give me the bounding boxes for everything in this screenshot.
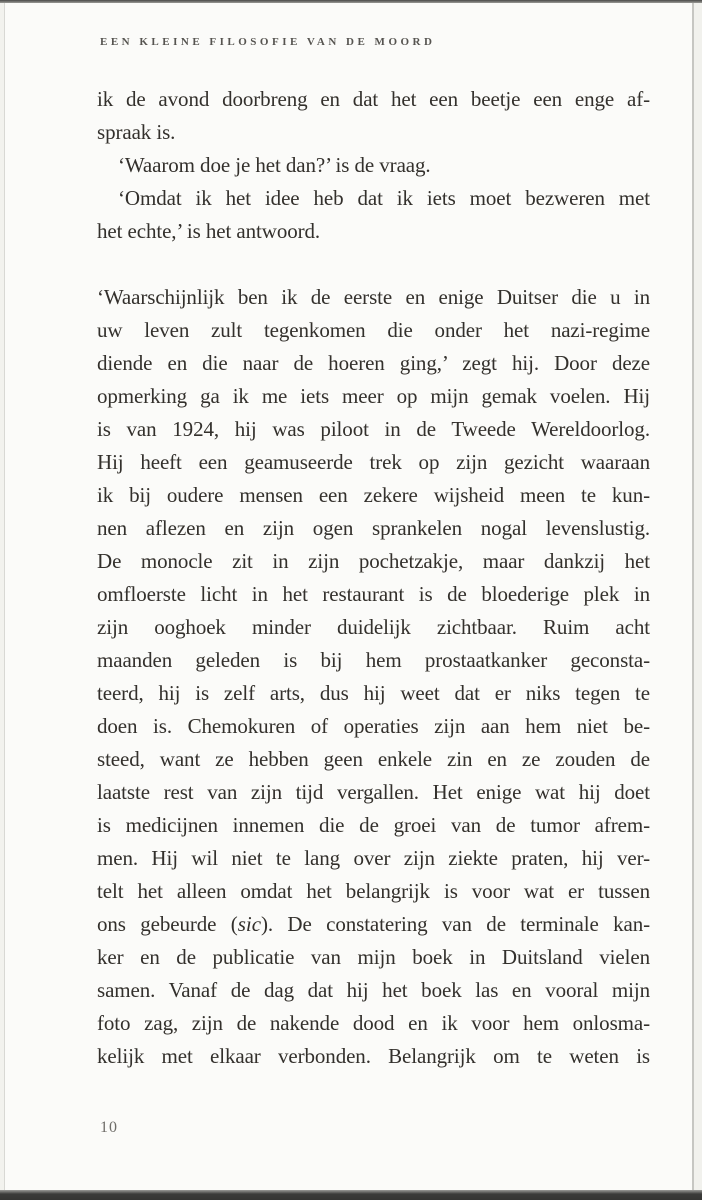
- text-line: ik de avond doorbreng en dat het een beetje een enge af-: [97, 87, 650, 111]
- text-line: uw leven zult tegenkomen die onder het nazi-regime: [97, 318, 650, 342]
- text-line: omfloerste licht in het restaurant is de bloederige plek in: [97, 582, 650, 606]
- text-line: ‘Omdat ik het idee heb dat ik iets moet bezweren met: [118, 186, 650, 210]
- text-line: diende en die naar de hoeren ging,’ zegt hij. Door deze: [97, 351, 650, 375]
- text-line: men. Hij wil niet te lang over zijn ziekte praten, hij ver-: [97, 846, 650, 870]
- text-line: ons gebeurde (sic). De constatering van de terminale kan-: [97, 912, 650, 936]
- text-line: Hij heeft een geamuseerde trek op zijn gezicht waaraan: [97, 450, 650, 474]
- text-line: samen. Vanaf de dag dat hij het boek las en vooral mijn: [97, 978, 650, 1002]
- text-line: het echte,’ is het antwoord.: [97, 219, 321, 243]
- text-line: ‘Waarschijnlijk ben ik de eerste en enige Duitser die u in: [97, 285, 650, 309]
- scan-edge-top: [0, 0, 702, 3]
- text-line: is medicijnen innemen die de groei van de tumor afrem-: [97, 813, 650, 837]
- text-line: foto zag, zijn de nakende dood en ik voor hem onlosma-: [97, 1011, 650, 1035]
- text-line: ker en de publicatie van mijn boek in Duitsland vielen: [97, 945, 650, 969]
- text-line: steed, want ze hebben geen enkele zin en ze zouden de: [97, 747, 650, 771]
- scan-edge-bottom: [0, 1190, 702, 1200]
- text-line: laatste rest van zijn tijd vergallen. Het enige wat hij doet: [97, 780, 650, 804]
- page-number: 10: [100, 1119, 118, 1136]
- text-line: teerd, hij is zelf arts, dus hij weet dat er niks tegen te: [97, 681, 650, 705]
- text-line: ik bij oudere mensen een zekere wijsheid meen te kun-: [97, 483, 650, 507]
- text-line: kelijk met elkaar verbonden. Belangrijk om te weten is: [97, 1044, 650, 1068]
- text-line: De monocle zit in zijn pochetzakje, maar dankzij het: [97, 549, 650, 573]
- text-line: ‘Waarom doe je het dan?’ is de vraag.: [118, 153, 431, 177]
- body-text-block: [97, 83, 650, 1073]
- text-line: is van 1924, hij was piloot in de Tweede Wereldoorlog.: [97, 417, 650, 441]
- text-line: opmerking ga ik me iets meer op mijn gemak voelen. Hij: [97, 384, 650, 408]
- text-line: spraak is.: [97, 120, 176, 144]
- scan-edge-left: [0, 0, 5, 1200]
- text-line: doen is. Chemokuren of operaties zijn aan hem niet be-: [97, 714, 650, 738]
- text-line: maanden geleden is bij hem prostaatkanker geconsta-: [97, 648, 650, 672]
- text-line: telt het alleen omdat het belangrijk is voor wat er tussen: [97, 879, 650, 903]
- text-line: nen aflezen en zijn ogen sprankelen nogal levenslustig.: [97, 516, 650, 540]
- text-line: zijn ooghoek minder duidelijk zichtbaar. Ruim acht: [97, 615, 650, 639]
- scan-edge-right: [692, 0, 702, 1200]
- running-header: EEN KLEINE FILOSOFIE VAN DE MOORD: [100, 36, 436, 48]
